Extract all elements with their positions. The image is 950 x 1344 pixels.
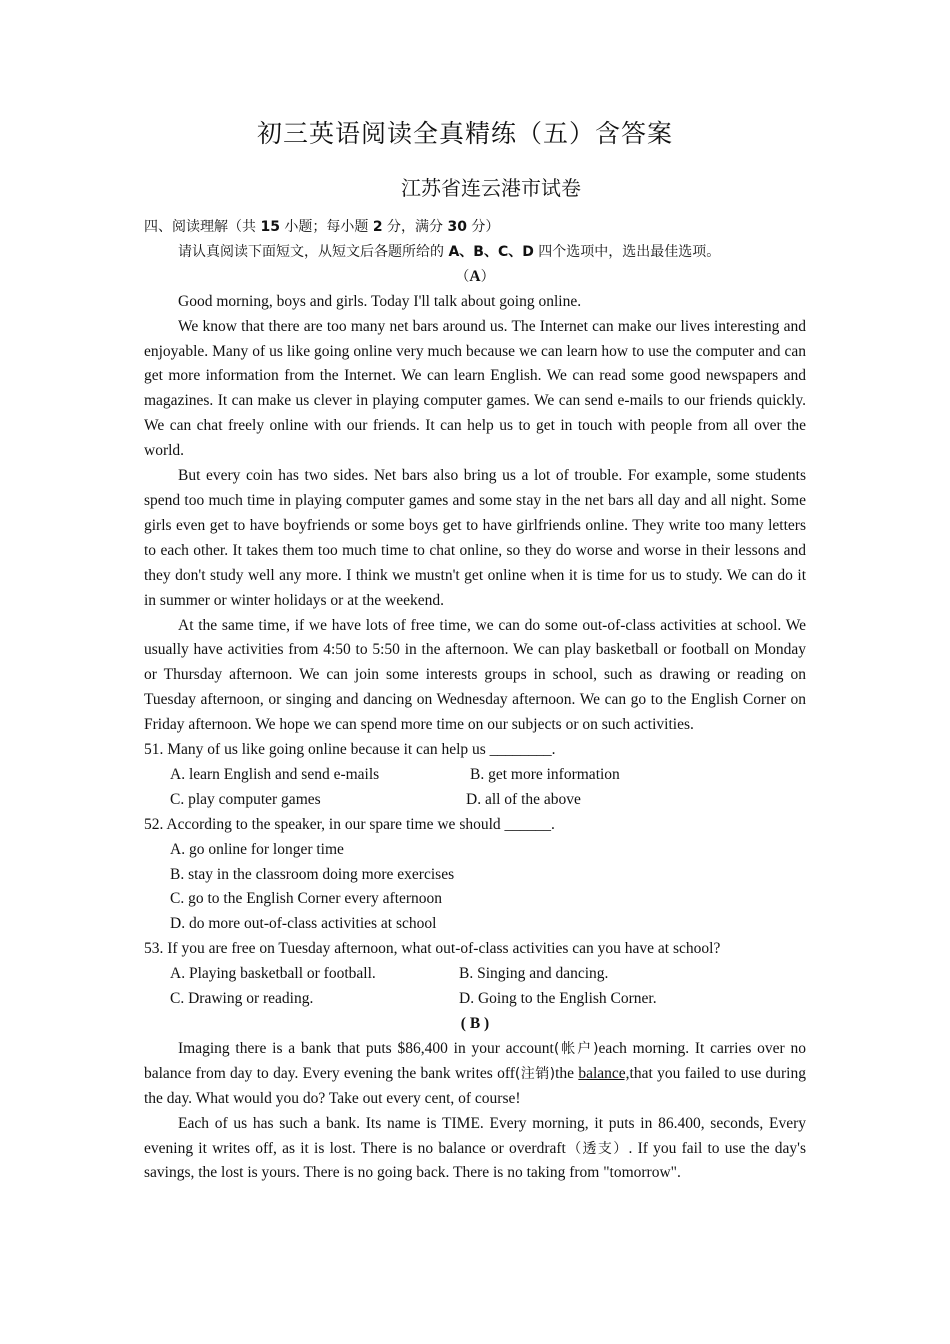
passage-a-paragraph-3: But every coin has two sides. Net bars also bring us a lot of trouble. For example, some students spend too much time in playing computer games and some stay in the net bars all day and all night. Some girls even get to have boyfriends or some boys get to have girlfriends online. They write too many letters to each other. It takes them too much time to chat online, so they do worse and worse in their lessons and they don't study well any more. I think we mustn't get online when it is time for us to study. We can do it in summer or winter holidays or at the weekend. <box>144 467 806 609</box>
question-51-options-row-2 <box>144 788 806 813</box>
question-52-option-d: D. do more out-of-class activities at school <box>170 915 437 933</box>
underlined-word-balance: balance, <box>578 1064 630 1082</box>
passage-a-paragraph-4: At the same time, if we have lots of free time, we can do some out-of-class activities at school. We usually have activities from 4:50 to 5:50 in the afternoon. We can play basketball or football on Monday or Thursday afternoon. We can join some interests groups in school, such as drawing or reading on Tuesday afternoon, or singing and dancing on Wednesday afternoon. We can go to the English Corner on Friday afternoon. We hope we can spend more time on our subjects or on such activities. <box>144 616 806 734</box>
question-51-option-b: B. get more information <box>470 765 620 783</box>
question-51-stem: 51. Many of us like going online because it can help us ________. <box>144 741 556 759</box>
question-52-stem: 52. According to the speaker, in our spare time we should ______. <box>144 815 555 833</box>
question-53-option-c: C. Drawing or reading. <box>170 990 314 1008</box>
passage-a-paragraph-2: We know that there are too many net bars around us. The Internet can make our lives interesting and enjoyable. Many of us like going online very much because we can learn how to use the computer and can get more information from the Internet. We can learn English. We can read some good newspapers and magazines. It can make us clever in playing computer games. We can send e-mails to our friends quickly. We can chat freely online with our friends. It can help us to get in touch with people from all over the world. <box>144 317 806 460</box>
section-instruction: 请认真阅读下面短文，从短文后各题所给的 A、B、C、D 四个选项中，选出最佳选项。 <box>178 243 721 260</box>
passage-b-label: ( B ) <box>460 1015 490 1032</box>
question-51-option-c: C. play computer games <box>170 790 321 808</box>
question-51-option-a: A. learn English and send e-mails <box>170 765 380 783</box>
passage-a-label: （A） <box>455 267 495 285</box>
question-52-option-a: A. go online for longer time <box>170 840 344 858</box>
question-53-option-b: B. Singing and dancing. <box>459 965 609 983</box>
question-53-option-a: A. Playing basketball or football. <box>170 965 376 983</box>
question-51-options-row-1 <box>144 763 806 788</box>
section-heading: 四、阅读理解（共 15 小题；每小题 2 分，满分 30 分） <box>144 219 500 235</box>
passage-b-paragraph-2: Each of us has such a bank. Its name is TIME. Every morning, it puts in 86.400, seconds, Every evening it writes off, as it is lost. There is no balance or overdraft（透支）. If you fail to use the day's savings, the lost is yours. There is no going back. There is no taking from "tomorrow". <box>144 1114 806 1182</box>
question-53-options-row-2 <box>144 987 806 1012</box>
question-53-option-d: D. Going to the English Corner. <box>459 990 657 1008</box>
document-body <box>144 215 806 1186</box>
passage-a-paragraph-1: Good morning, boys and girls. Today I'll talk about going online. <box>178 292 582 310</box>
question-51-option-d: D. all of the above <box>466 790 581 808</box>
document-title: 初三英语阅读全真精练（五）含答案 <box>256 119 673 148</box>
passage-b-paragraph-1: Imaging there is a bank that puts $86,400 in your account(帐户)each morning. It carries over no balance from day to day. Every evening the bank writes off(注销)the balance,that you failed to use during the day. What would you do? Take out every cent, of course! <box>144 1039 806 1107</box>
question-53-options-row-1 <box>144 962 806 987</box>
question-52-option-c: C. go to the English Corner every afternoon <box>170 890 443 908</box>
document-subtitle: 江苏省连云港市试卷 <box>401 176 581 200</box>
question-53-stem: 53. If you are free on Tuesday afternoon, what out-of-class activities can you have at school? <box>144 940 721 958</box>
question-52-option-b: B. stay in the classroom doing more exercises <box>170 865 455 883</box>
